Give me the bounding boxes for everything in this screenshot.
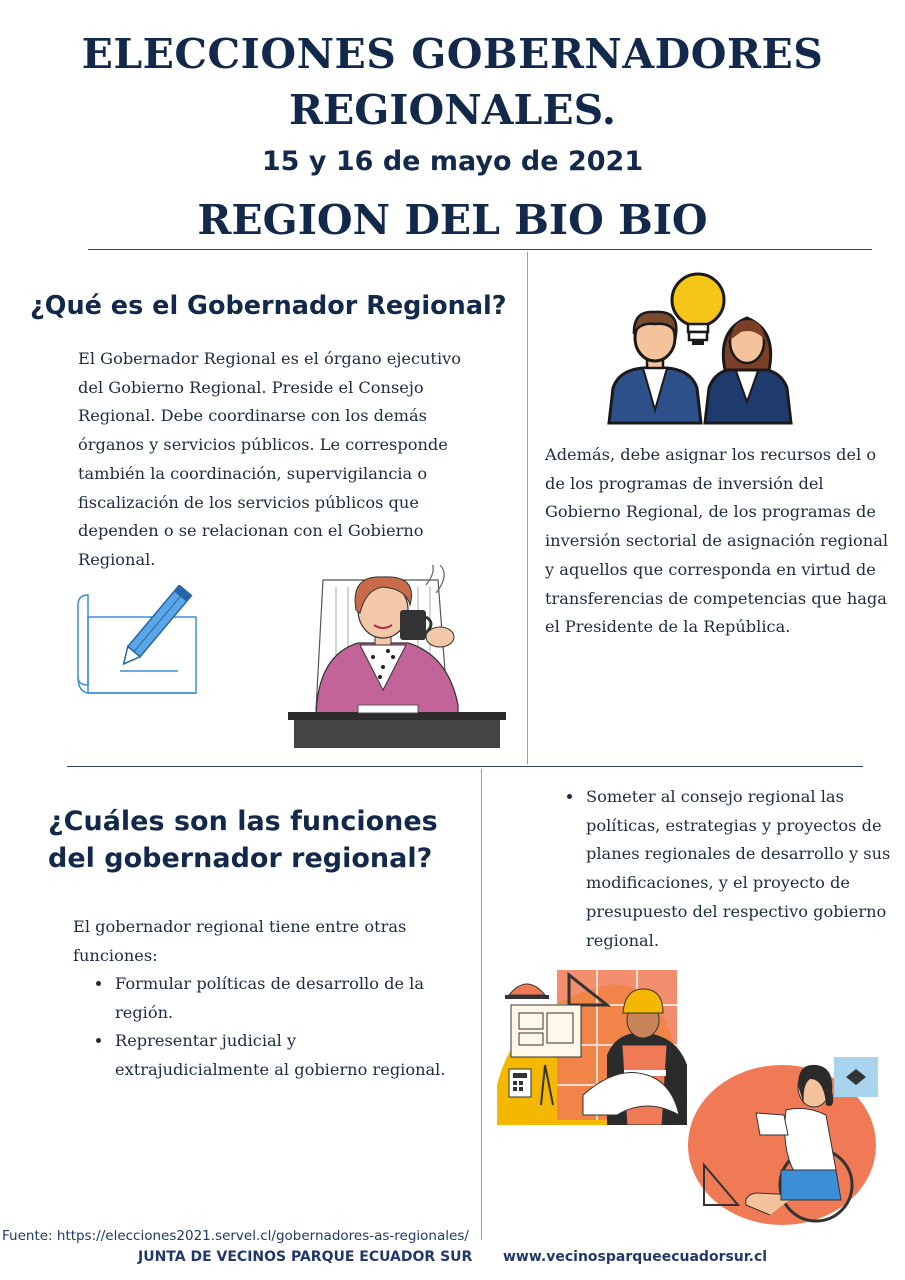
list-item: • Representar judicial y extrajudicialmente al gobierno regional. bbox=[113, 1027, 453, 1084]
organization-name: JUNTA DE VECINOS PARQUE ECUADOR SUR bbox=[138, 1249, 473, 1265]
architect-worker-illustration bbox=[497, 965, 692, 1125]
functions-list bbox=[93, 970, 453, 1085]
functions-intro: El gobernador regional tiene entre otras funciones: bbox=[73, 917, 407, 965]
list-item: • Someter al consejo regional las políticas, estrategias y proyectos de planes regionales de desarrollo y sus modificaciones, y el proyecto de presupuesto del respectivo gobierno regional. bbox=[584, 783, 905, 955]
governor-resources-paragraph: Además, debe asignar los recursos del o de los programas de inversión del Gobierno Regional, de los programas de inversión sectorial de asignación regional y aquellos que corresponda en virtud de transferencias de competencias que haga el Presidente de la República. bbox=[545, 445, 889, 637]
team-lightbulb-illustration bbox=[605, 270, 795, 428]
question-what-is-governor: ¿Qué es el Gobernador Regional? bbox=[30, 291, 507, 321]
vertical-divider-bottom bbox=[481, 769, 482, 1240]
governor-definition-paragraph: El Gobernador Regional es el órgano ejecutivo del Gobierno Regional. Preside el Consejo Regional. Debe coordinarse con los demás órganos y servicios públicos. Le corresponde también la coordinación, supervigilancia o fiscalización de los servicios públicos que dependen o se relacionan con el Gobierno Regional. bbox=[78, 349, 462, 569]
governor-at-desk-illustration bbox=[288, 565, 510, 750]
website-link[interactable]: www.vecinosparqueecuadorsur.cl bbox=[503, 1249, 768, 1265]
vertical-divider-top bbox=[527, 252, 528, 764]
title-line-2: REGIONALES. bbox=[288, 86, 617, 134]
header-divider bbox=[88, 249, 872, 250]
middle-divider bbox=[67, 766, 863, 767]
wheelchair-woman-illustration bbox=[686, 1055, 891, 1227]
region-title: REGION DEL BIO BIO bbox=[197, 196, 708, 244]
source-citation: Fuente: https://elecciones2021.servel.cl/gobernadores-as-regionales/ bbox=[2, 1228, 469, 1244]
functions-list-right bbox=[564, 783, 905, 955]
election-date: 15 y 16 de mayo de 2021 bbox=[261, 146, 644, 177]
question-functions bbox=[48, 803, 438, 877]
title-line-1: ELECCIONES GOBERNADORES bbox=[81, 30, 824, 78]
question-functions-line1: ¿Cuáles son las funciones bbox=[48, 806, 438, 837]
list-item: • Formular políticas de desarrollo de la región. bbox=[113, 970, 453, 1027]
question-functions-line2: del gobernador regional? bbox=[48, 843, 433, 874]
blueprint-pencil-illustration bbox=[70, 585, 200, 697]
